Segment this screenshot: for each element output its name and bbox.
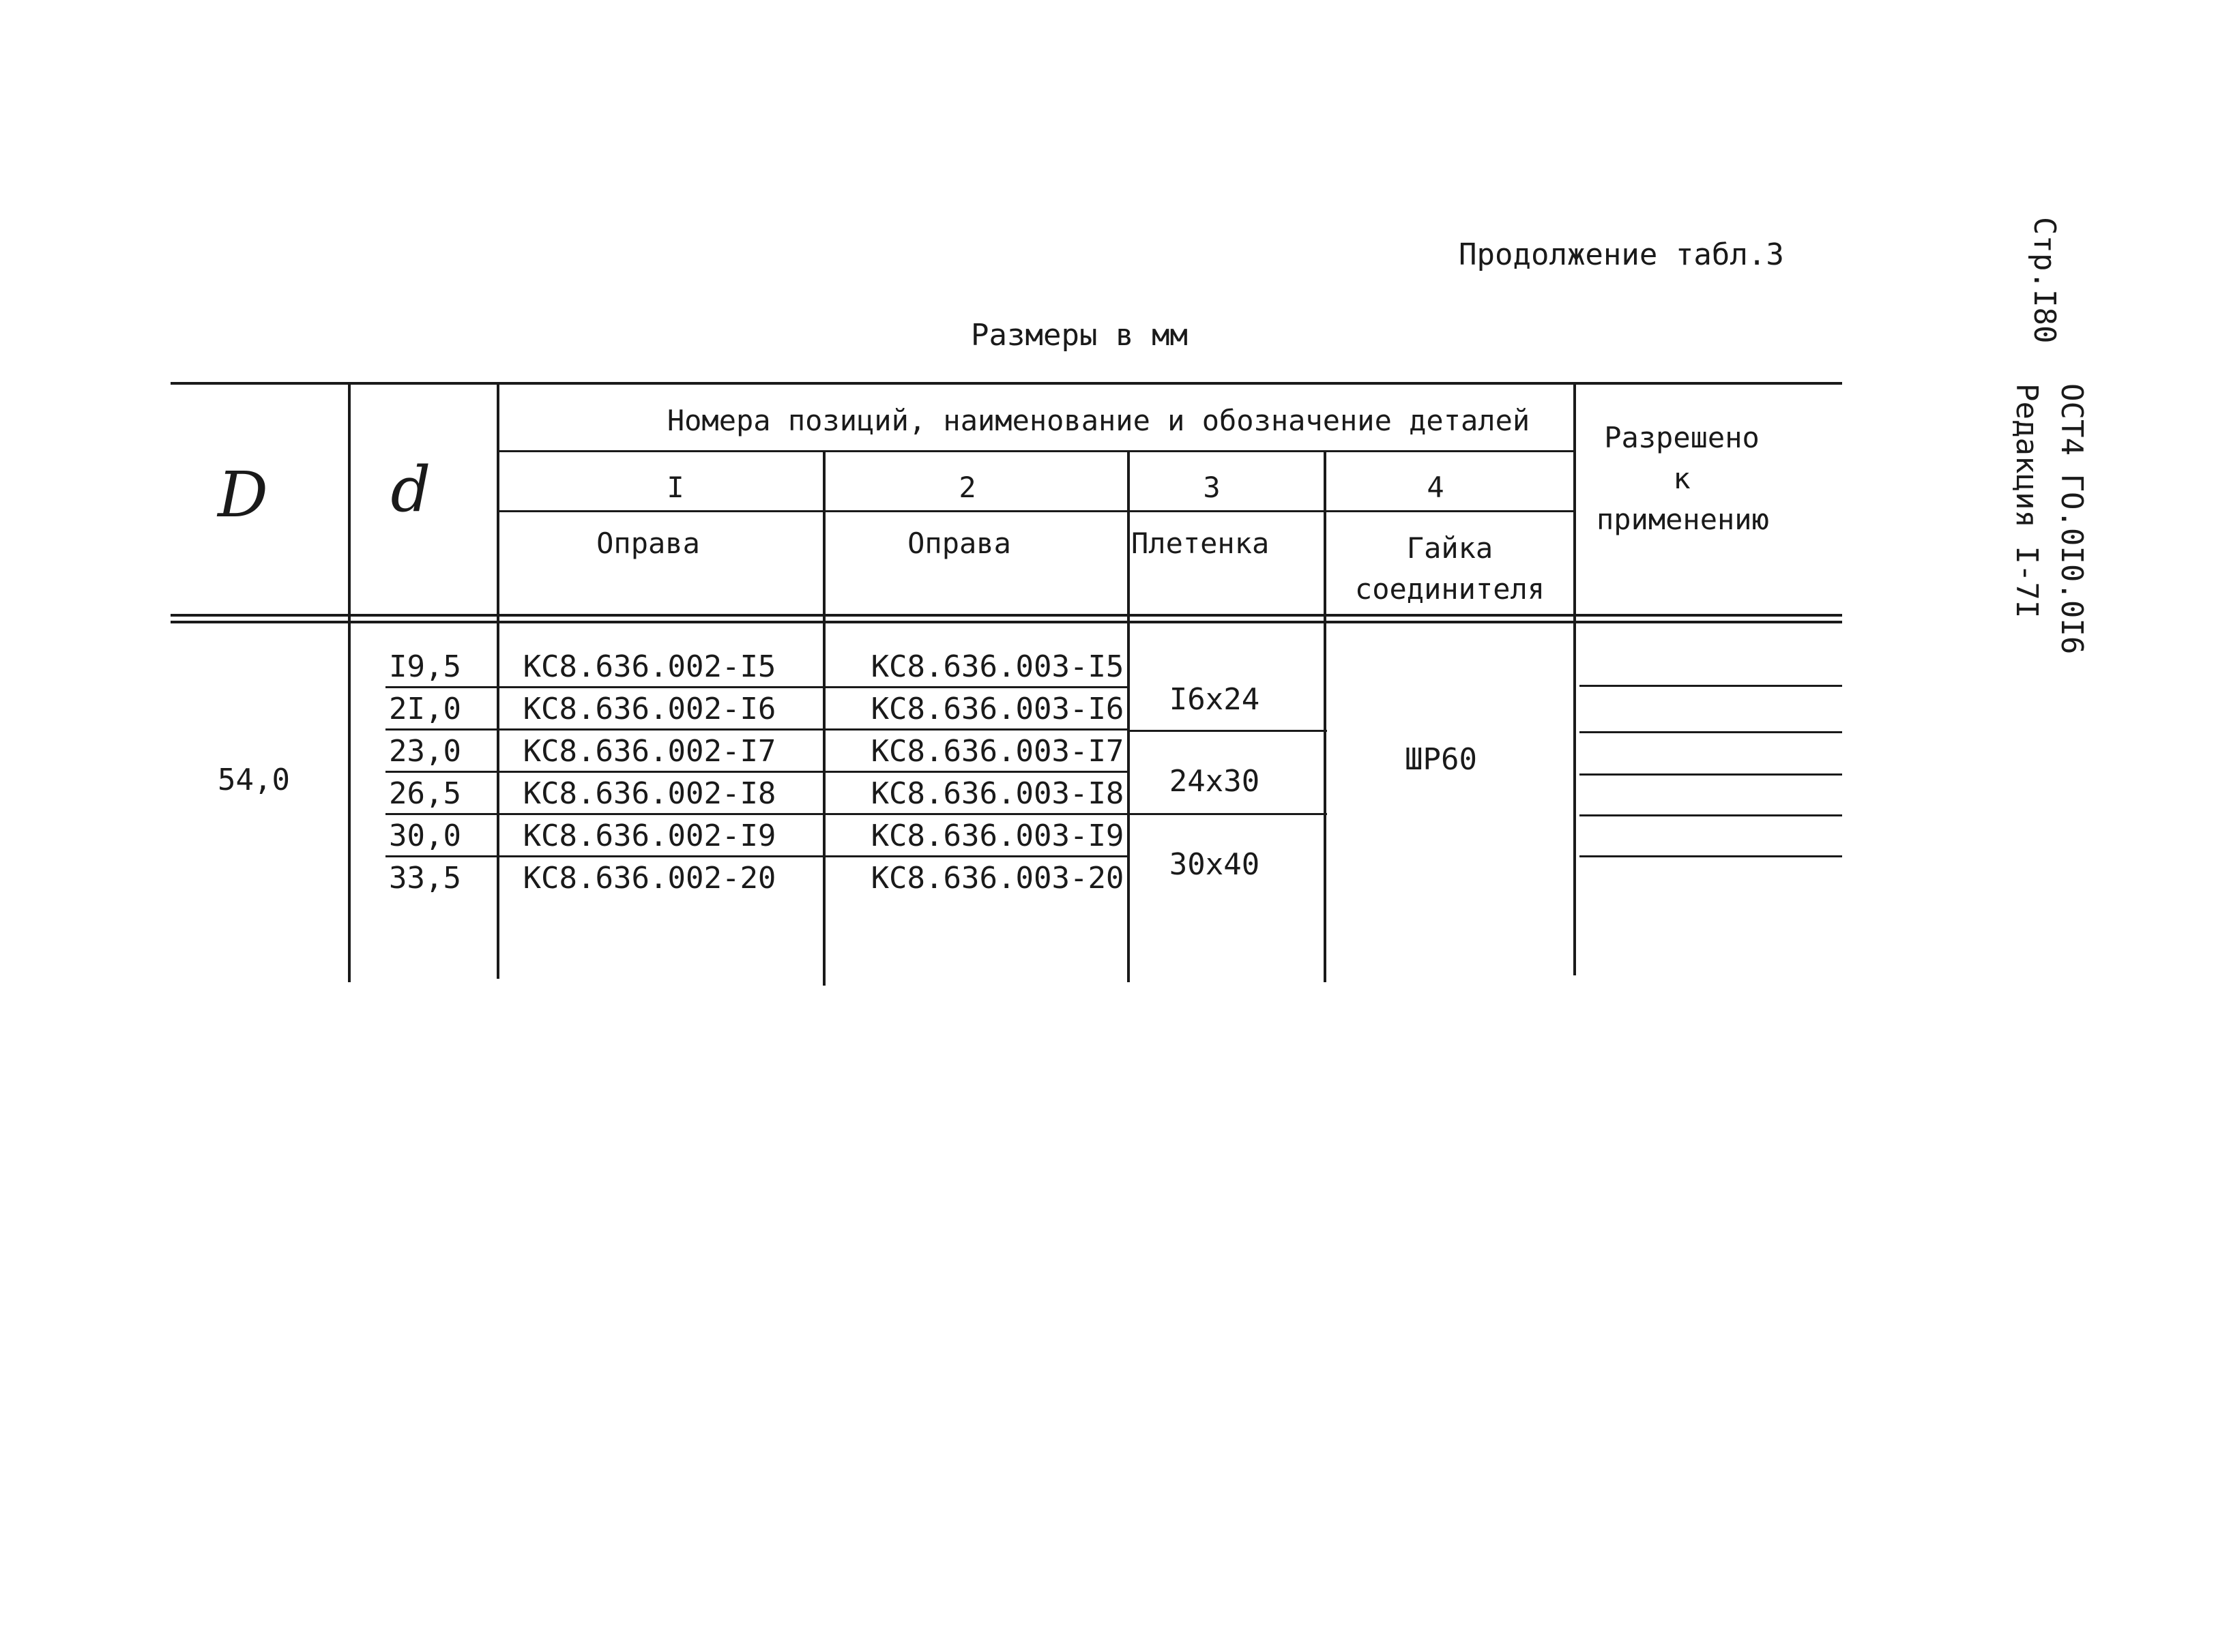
d-value: I9,5 [389,649,461,684]
position-number-2: 2 [959,471,976,504]
part2-designation: КС8.636.003-I7 [871,734,1124,769]
braid-size: 24х30 [1169,764,1260,799]
allowed-header: Разрешено к применению [1597,421,1769,536]
braid-size: I6х24 [1169,682,1260,717]
continuation-label: Продолжение табл.3 [1459,237,1784,272]
part2-designation: КС8.636.003-I9 [871,818,1124,853]
D-value: 54,0 [218,763,290,797]
part2-designation: КС8.636.003-I6 [871,692,1124,726]
position-name-2: Оправа [907,527,1011,560]
part2-designation: КС8.636.003-I5 [871,649,1124,684]
part1-designation: КС8.636.002-I5 [523,649,776,684]
part1-designation: КС8.636.002-I8 [523,776,776,811]
position-name-3: Плетенка [1131,527,1270,560]
d-value: 26,5 [389,776,461,811]
position-number-1: I [667,471,684,504]
position-number-4: 4 [1427,471,1444,504]
part1-designation: КС8.636.002-I7 [523,734,776,769]
position-name-4: Гайка соединителя [1354,531,1545,606]
column-header-D: D [218,458,268,531]
part1-designation: КС8.636.002-20 [523,861,776,896]
braid-size: 30х40 [1169,847,1260,882]
edition-stamp: Редакция I-7I [2009,383,2044,619]
nut-designation: ШР60 [1405,742,1477,777]
page-number-stamp: Стр.I80 [2027,217,2062,344]
d-value: 2I,0 [389,692,461,726]
units-label: Размеры в мм [971,318,1188,353]
part1-designation: КС8.636.002-I9 [523,818,776,853]
d-value: 33,5 [389,861,461,896]
position-number-3: 3 [1203,471,1221,504]
d-value: 30,0 [389,818,461,853]
part2-designation: КС8.636.003-20 [871,861,1124,896]
position-name-1: Оправа [596,527,700,560]
part2-designation: КС8.636.003-I8 [871,776,1124,811]
column-header-d: d [390,453,431,526]
positions-group-header: Номера позиций, наименование и обозначение деталей [667,404,1530,437]
d-value: 23,0 [389,734,461,769]
part1-designation: КС8.636.002-I6 [523,692,776,726]
standard-stamp: ОСТ4 ГО.0I0.0I6 [2054,383,2089,655]
